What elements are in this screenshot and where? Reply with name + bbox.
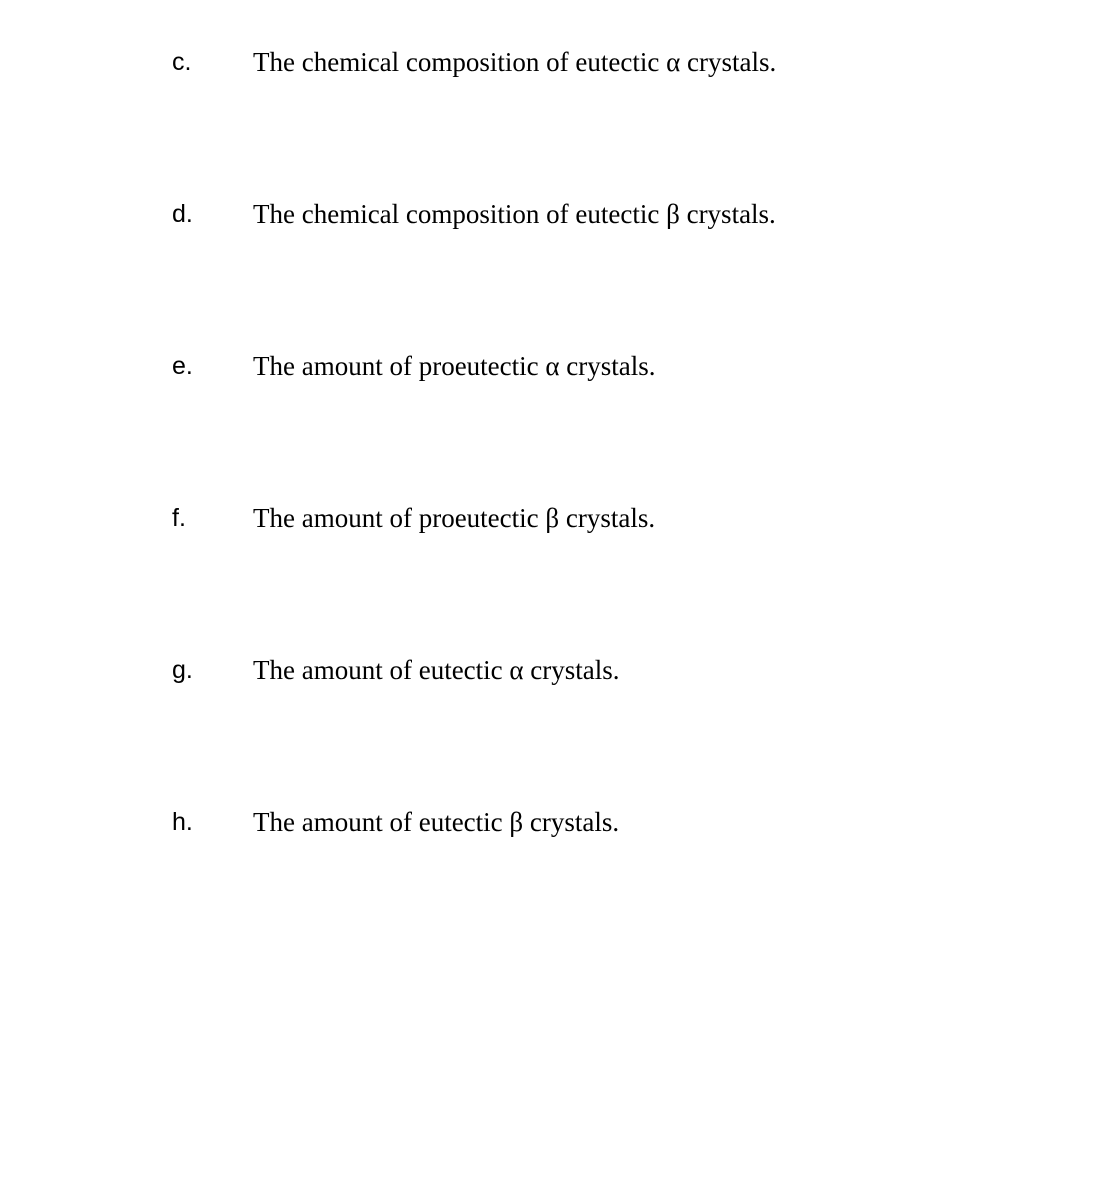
question-item-f [0,500,1108,540]
question-text: The amount of proeutectic α crystals. [253,351,656,381]
question-text: The chemical composition of eutectic α crystals. [253,47,777,77]
question-letter: g. [172,656,193,684]
question-item-g [0,652,1108,692]
question-item-e [0,348,1108,388]
question-text: The amount of eutectic β crystals. [253,807,620,837]
question-item-h [0,804,1108,844]
question-text: The amount of eutectic α crystals. [253,655,620,685]
question-letter: c. [172,48,192,76]
question-letter: h. [172,808,193,836]
question-letter: f. [172,504,186,532]
question-letter: d. [172,200,193,228]
question-text: The chemical composition of eutectic β crystals. [253,199,776,229]
question-text: The amount of proeutectic β crystals. [253,503,656,533]
question-item-d [0,196,1108,236]
question-item-c [0,44,1108,84]
question-letter: e. [172,352,193,380]
